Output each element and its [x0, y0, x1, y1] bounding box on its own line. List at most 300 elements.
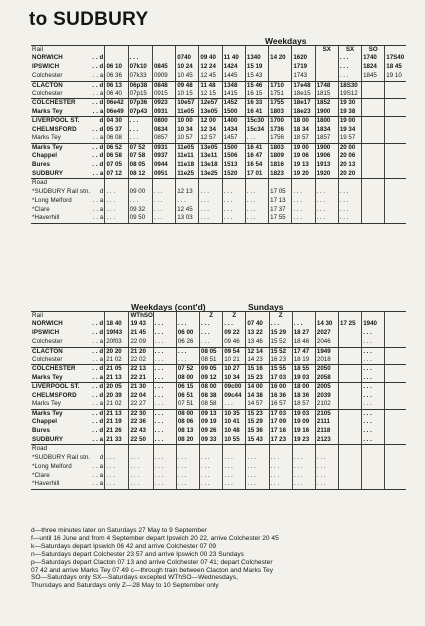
time-cell: 1800	[315, 117, 338, 126]
arr-dep-indicator: . . d	[92, 329, 104, 337]
time-cell: 18 40	[105, 320, 129, 329]
time-cell: 22 43	[129, 427, 153, 436]
time-cell: 15 43	[245, 72, 268, 81]
time-cell: 1434	[222, 126, 245, 135]
time-cell	[339, 454, 362, 463]
time-cell: 0848	[152, 81, 175, 90]
time-cell	[362, 170, 385, 179]
time-cell: 19f43	[105, 329, 129, 338]
time-cell: 0944	[152, 161, 175, 170]
time-cell	[385, 197, 406, 206]
time-cell: . . .	[269, 480, 292, 489]
station-name: Marks Tey . . d	[32, 409, 104, 417]
arr-dep-indicator: . . d	[92, 418, 104, 426]
station-name: Colchester . . a	[32, 89, 104, 97]
time-cell: 10 55	[223, 436, 246, 445]
time-cell: . . .	[292, 214, 315, 223]
time-cell	[385, 320, 406, 329]
arr-dep-indicator: . . d	[92, 347, 104, 355]
time-cell	[362, 143, 385, 152]
footnote-line: SO—Saturdays only SX—Saturdays excepted WThSO—Wednesdays,	[31, 574, 238, 582]
time-cell: . . .	[105, 197, 128, 206]
station-name: *Haverhill . . a	[32, 480, 104, 488]
time-cell: 2123	[315, 436, 338, 445]
time-cell: SO	[362, 46, 385, 55]
arr-dep-indicator: . . d	[92, 383, 104, 391]
time-cell: 15 36	[246, 427, 269, 436]
time-cell: 09 05	[200, 365, 223, 374]
footnote-line: Thursdays and Saturdays only Z—28 May to 10 September only	[31, 582, 219, 590]
table-row	[31, 179, 406, 188]
time-cell	[362, 99, 385, 108]
time-cell: 19 03	[292, 374, 315, 383]
time-cell: . . .	[176, 463, 199, 472]
time-cell: 06 52	[105, 143, 128, 152]
table-row	[31, 445, 406, 454]
time-cell: 06 58	[105, 152, 128, 161]
time-cell: 10 57	[176, 134, 199, 143]
arr-dep-indicator: . . a	[92, 480, 104, 488]
time-cell	[339, 356, 362, 365]
station-name: Marks Tey . . a	[32, 107, 104, 115]
time-cell	[385, 161, 406, 170]
station-name: CHELMSFORD . . d	[32, 391, 104, 399]
time-cell: 08 12	[128, 170, 152, 179]
time-cell: SX	[315, 46, 338, 55]
time-cell: 09 46	[223, 338, 246, 347]
footnote-line: k—Saturdays depart Ipswich 06 42 and arrive Colchester 07 09	[31, 542, 217, 550]
time-cell: . . .	[292, 480, 315, 489]
time-cell: 20 13	[338, 161, 361, 170]
time-cell	[269, 63, 292, 72]
station-name: Road	[31, 445, 105, 454]
time-cell	[385, 338, 406, 347]
time-cell	[385, 108, 406, 117]
table-row	[31, 400, 406, 409]
time-cell: 14 30	[315, 320, 338, 329]
time-cell: 17 16	[269, 427, 292, 436]
time-cell: 12 00	[199, 117, 222, 126]
time-cell: . . .	[105, 472, 129, 481]
time-cell: 2027	[315, 329, 338, 338]
time-cell: 0951	[152, 170, 175, 179]
time-cell: 18e23	[292, 108, 315, 117]
time-cell: 2102	[315, 400, 338, 409]
table-row	[31, 472, 406, 481]
time-cell: 18 36	[292, 392, 315, 401]
time-cell	[385, 329, 406, 338]
time-cell	[128, 179, 152, 188]
time-cell	[362, 134, 385, 143]
time-cell	[385, 392, 406, 401]
time-cell: 16 15	[245, 90, 268, 99]
time-cell: . . .	[153, 374, 176, 383]
table-row	[31, 161, 406, 170]
table-row	[31, 347, 406, 356]
time-cell	[176, 46, 199, 55]
table-row	[31, 46, 406, 55]
time-cell: . . .	[200, 480, 223, 489]
table-row	[31, 72, 406, 81]
time-cell	[315, 445, 338, 454]
table-row	[31, 134, 406, 143]
arr-dep-indicator: . . d	[92, 152, 104, 160]
time-cell: 06 00	[176, 329, 199, 338]
time-cell: 1823	[269, 170, 292, 179]
station-name: Colchester . . a	[32, 355, 104, 363]
time-cell: . . .	[129, 454, 153, 463]
time-cell: 21 26	[105, 427, 129, 436]
time-cell: 09 40	[199, 54, 222, 63]
station-name: LIVERPOOL ST. . . d	[32, 383, 104, 391]
time-cell: 06e49	[105, 108, 128, 117]
time-cell: . . .	[362, 347, 385, 356]
time-cell: 10e57	[176, 99, 199, 108]
time-cell: 22 13	[129, 365, 153, 374]
time-cell	[339, 427, 362, 436]
page-title: to SUDBURY	[29, 9, 149, 30]
time-cell: 17 09	[269, 418, 292, 427]
time-cell	[385, 374, 406, 383]
weekdays-contd-heading: Weekdays (cont'd)	[131, 302, 206, 312]
time-cell: 08 06	[176, 418, 199, 427]
time-cell: 06 10	[105, 63, 128, 72]
time-cell: . . .	[292, 188, 315, 197]
time-cell: 06e42	[105, 99, 128, 108]
time-cell: 19 34	[338, 126, 361, 135]
arr-dep-indicator: . . d	[92, 63, 104, 71]
time-cell: . . .	[292, 320, 315, 329]
time-cell: 1809	[269, 152, 292, 161]
time-cell: . . .	[200, 329, 223, 338]
time-cell	[362, 312, 385, 321]
station-name: SUDBURY . . a	[32, 435, 104, 443]
time-cell	[362, 126, 385, 135]
time-cell: 09c00	[223, 383, 246, 392]
time-cell: 09 54	[223, 347, 246, 356]
time-cell: 08 05	[128, 161, 152, 170]
arr-dep-indicator: . . a	[92, 134, 104, 142]
time-cell: . . .	[222, 188, 245, 197]
time-cell	[129, 445, 153, 454]
time-cell: 2005	[315, 383, 338, 392]
time-cell: 07 52	[176, 365, 199, 374]
time-cell	[153, 445, 176, 454]
time-cell: . . .	[338, 72, 361, 81]
time-cell	[339, 409, 362, 418]
time-cell: 21 30	[129, 383, 153, 392]
time-cell: . . .	[362, 338, 385, 347]
time-cell: 07 40	[246, 320, 269, 329]
time-cell: 15 43	[246, 436, 269, 445]
time-cell: 1920	[315, 170, 338, 179]
time-cell: 12 45	[176, 206, 199, 215]
time-cell: . . .	[128, 134, 152, 143]
footnote-line: n—Saturdays depart Colchester 23 57 and arrive Ipswich 00 23 Sundays	[31, 550, 244, 558]
time-cell	[339, 312, 362, 321]
time-cell: 18 57	[292, 134, 315, 143]
time-cell	[385, 170, 406, 179]
arr-dep-indicator: . . a	[92, 462, 104, 470]
time-cell: 14 38	[246, 392, 269, 401]
table-row	[31, 63, 406, 72]
time-cell: 09 33	[200, 436, 223, 445]
station-name: LIVERPOOL ST. d	[32, 117, 104, 125]
arr-dep-indicator: . . d	[92, 99, 104, 107]
time-cell: 07k33	[128, 72, 152, 81]
station-name: *Haverhill . . a	[32, 214, 104, 222]
station-name: Colchester . . a	[32, 338, 104, 346]
time-cell: . . .	[105, 480, 129, 489]
time-cell: 1949	[315, 347, 338, 356]
time-cell: 21 13	[105, 409, 129, 418]
table-row	[31, 170, 406, 179]
time-cell: 15 46	[245, 81, 268, 90]
time-cell: 0937	[152, 152, 175, 161]
time-cell: 06 13	[105, 81, 128, 90]
time-cell: 17e48	[292, 81, 315, 90]
arr-dep-indicator: . . d	[92, 161, 104, 169]
time-cell	[362, 454, 385, 463]
time-cell: 04 30	[105, 117, 128, 126]
time-cell: . . .	[176, 472, 199, 481]
time-cell	[152, 54, 175, 63]
time-cell: 20 00	[338, 143, 361, 152]
time-cell: 18S30	[338, 81, 361, 90]
time-cell: 12 14	[246, 347, 269, 356]
time-cell	[362, 188, 385, 197]
weekdays-heading: Weekdays	[265, 36, 307, 46]
station-name: Colchester . . a	[32, 72, 104, 80]
time-cell: 16 41	[245, 108, 268, 117]
time-cell	[385, 463, 406, 472]
time-cell: 13 46	[246, 338, 269, 347]
time-cell: 19 13	[292, 161, 315, 170]
time-cell: 19 09	[292, 418, 315, 427]
time-cell: . . .	[153, 365, 176, 374]
time-cell: 17 37	[269, 206, 292, 215]
time-cell: 16 36	[269, 392, 292, 401]
time-cell: 18 34	[292, 126, 315, 135]
time-cell	[385, 383, 406, 392]
station-name: *SUDBURY Rail stn. d	[32, 453, 104, 461]
time-cell	[292, 179, 315, 188]
time-cell	[385, 347, 406, 356]
time-cell: 22 04	[129, 392, 153, 401]
time-cell: 16 54	[245, 161, 268, 170]
time-cell: . . .	[315, 454, 338, 463]
time-cell: 0931	[152, 108, 175, 117]
time-cell: 12 15	[199, 90, 222, 99]
time-cell	[269, 445, 292, 454]
arr-dep-indicator: . . a	[92, 205, 104, 213]
time-cell	[339, 472, 362, 481]
time-cell: 12 34	[199, 126, 222, 135]
time-cell: . . .	[246, 480, 269, 489]
time-cell	[315, 54, 338, 63]
time-cell	[339, 374, 362, 383]
time-cell	[362, 179, 385, 188]
time-cell	[385, 117, 406, 126]
time-cell: . . .	[245, 188, 268, 197]
time-cell	[385, 409, 406, 418]
time-cell: . . .	[105, 214, 128, 223]
time-cell: . . .	[105, 206, 128, 215]
table-row	[31, 90, 406, 99]
table-row	[31, 463, 406, 472]
arr-dep-indicator: . . d	[92, 427, 104, 435]
time-cell: 09 48	[176, 81, 199, 90]
time-cell: 22 21	[129, 374, 153, 383]
table-row	[31, 436, 406, 445]
footnote-line: p—Saturdays depart Clacton 07 13 and arrive Colchester 07 41; depart Colchester	[31, 558, 273, 566]
time-cell: 08 00	[176, 374, 199, 383]
time-cell: 16 41	[245, 143, 268, 152]
time-cell: 0740	[176, 54, 199, 63]
time-cell: . . .	[153, 383, 176, 392]
table-row	[31, 197, 406, 206]
time-cell: 1506	[222, 152, 245, 161]
time-cell: . . .	[128, 54, 152, 63]
time-cell: 19 38	[338, 108, 361, 117]
time-cell: . . .	[362, 392, 385, 401]
time-cell: 10 00	[176, 117, 199, 126]
table-row	[31, 206, 406, 215]
time-cell	[385, 90, 406, 99]
sundays-heading: Sundays	[248, 302, 284, 312]
time-cell	[176, 445, 199, 454]
time-cell	[338, 179, 361, 188]
time-cell: . . .	[153, 472, 176, 481]
time-cell: . . .	[153, 463, 176, 472]
time-cell: 06 40	[105, 90, 128, 99]
time-cell: 2018	[315, 356, 338, 365]
time-cell: 18e17	[292, 99, 315, 108]
time-cell: 15 52	[269, 347, 292, 356]
station-name: Marks Tey . . a	[32, 373, 104, 381]
time-cell: . . .	[153, 347, 176, 356]
time-cell: 15 52	[269, 338, 292, 347]
time-cell: 17 05	[269, 188, 292, 197]
time-cell: 10 27	[223, 365, 246, 374]
time-cell: . . .	[105, 463, 129, 472]
time-cell: 20 39	[105, 392, 129, 401]
time-cell: 08 38	[200, 392, 223, 401]
time-cell: . . .	[362, 427, 385, 436]
time-cell: 1748	[315, 81, 338, 90]
time-cell: 09 26	[200, 427, 223, 436]
time-cell: 0857	[152, 134, 175, 143]
time-cell: 14 23	[246, 356, 269, 365]
time-cell: 20 06	[338, 152, 361, 161]
station-name: COLCHESTER . . d	[32, 99, 104, 107]
time-cell	[362, 214, 385, 223]
time-cell: 15 55	[269, 365, 292, 374]
time-cell	[385, 99, 406, 108]
footnotes	[31, 527, 406, 590]
time-cell: . . .	[315, 214, 338, 223]
time-cell	[385, 418, 406, 427]
station-name: CHELMSFORD . . d	[32, 125, 104, 133]
table-row	[31, 374, 406, 383]
time-cell: . . .	[245, 214, 268, 223]
time-cell: 07 12	[105, 170, 128, 179]
time-cell: . . .	[269, 454, 292, 463]
time-cell: 15 16	[246, 365, 269, 374]
time-cell: 13 03	[176, 214, 199, 223]
time-cell: 0915	[152, 90, 175, 99]
time-cell: 21 33	[105, 436, 129, 445]
time-cell	[245, 179, 268, 188]
time-cell: . . .	[153, 418, 176, 427]
time-cell: 1400	[222, 117, 245, 126]
time-cell	[385, 436, 406, 445]
time-cell: . . .	[362, 329, 385, 338]
time-cell	[385, 214, 406, 223]
time-cell	[105, 46, 128, 55]
time-cell: 10 45	[176, 72, 199, 81]
time-cell: 18 27	[292, 329, 315, 338]
time-cell: 10 21	[223, 356, 246, 365]
time-cell	[292, 46, 315, 55]
time-cell	[362, 206, 385, 215]
time-cell: 1415	[222, 90, 245, 99]
time-cell: . . .	[153, 320, 176, 329]
time-cell: 0834	[152, 126, 175, 135]
time-cell: WThSO	[130, 312, 153, 319]
station-name: Rail	[31, 46, 105, 55]
arr-dep-indicator: d	[99, 117, 104, 125]
time-cell: 1803	[269, 143, 292, 152]
time-cell: 15c30	[245, 117, 268, 126]
time-cell	[152, 179, 175, 188]
time-cell: SX	[338, 46, 361, 55]
table-row	[31, 329, 406, 338]
time-cell: 15 23	[246, 374, 269, 383]
time-cell: 12 57	[199, 134, 222, 143]
time-cell: 13 22	[246, 329, 269, 338]
time-cell: . . .	[245, 206, 268, 215]
time-cell: 17S40	[386, 54, 405, 62]
arr-dep-indicator: d	[99, 453, 104, 461]
time-cell: 19 03	[292, 409, 315, 418]
time-cell: 07p43	[128, 108, 152, 117]
station-name: Marks Tey . . d	[32, 143, 104, 151]
time-cell: 15c34	[245, 126, 268, 135]
time-cell	[269, 72, 292, 81]
time-cell	[339, 329, 362, 338]
time-cell	[385, 312, 406, 321]
time-cell	[362, 480, 385, 489]
time-cell	[385, 472, 406, 481]
time-cell: 11e18	[176, 161, 199, 170]
time-cell: . . .	[200, 320, 223, 329]
time-cell: . . .	[222, 206, 245, 215]
time-cell: 1900	[315, 108, 338, 117]
arr-dep-indicator: . . a	[92, 373, 104, 381]
time-cell: . . .	[338, 197, 361, 206]
time-cell: 13e25	[199, 170, 222, 179]
time-cell	[362, 472, 385, 481]
time-cell: . . .	[246, 463, 269, 472]
time-cell: 1816	[269, 161, 292, 170]
time-cell: 05 37	[105, 126, 128, 135]
time-cell: 13e05	[199, 108, 222, 117]
arr-dep-indicator: . . d	[92, 391, 104, 399]
time-cell: 07 58	[128, 152, 152, 161]
time-cell: . . .	[315, 463, 338, 472]
time-cell	[362, 463, 385, 472]
